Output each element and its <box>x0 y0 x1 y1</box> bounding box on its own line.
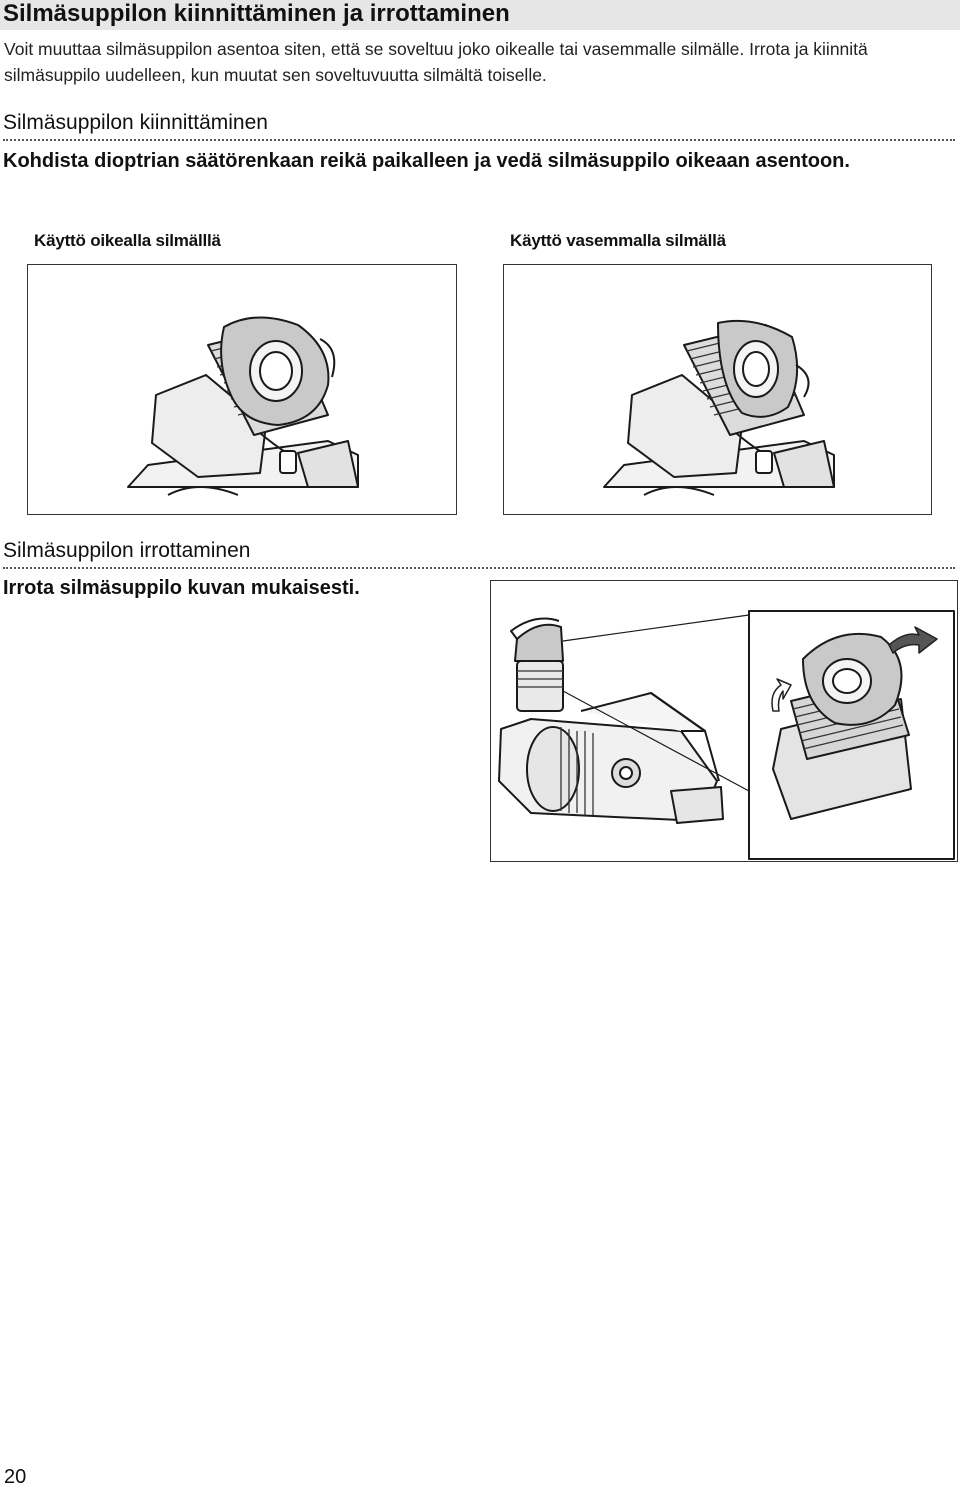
section-heading-attach: Silmäsuppilon kiinnittäminen <box>3 111 268 134</box>
step-attach: Kohdista dioptrian säätörenkaan reikä paikalleen ja vedä silmäsuppilo oikeaan asentoon. <box>3 150 850 172</box>
caption-left-eye: Käyttö vasemmalla silmällä <box>510 231 726 250</box>
step-detach: Irrota silmäsuppilo kuvan mukaisesti. <box>3 577 360 599</box>
figure-left-eye <box>503 264 932 515</box>
eyecup-removal-icon <box>491 581 959 863</box>
figure-detach <box>490 580 958 862</box>
page-title: Silmäsuppilon kiinnittäminen ja irrottaminen <box>3 0 510 27</box>
caption-right-eye: Käyttö oikealla silmälllä <box>34 231 221 250</box>
divider-attach <box>3 139 955 141</box>
camcorder-icon <box>499 619 723 823</box>
intro-paragraph: Voit muuttaa silmäsuppilon asentoa siten, että se soveltuu joko oikealle tai vasemmalle silmälle. Irrota ja kiinnitä silmäsuppilo uudelleen, kun muutat sen soveltuvuutta silmältä toiselle. <box>4 39 868 85</box>
eyecup-left-eye-icon <box>504 265 933 516</box>
divider-detach <box>3 567 955 569</box>
section-heading-detach: Silmäsuppilon irrottaminen <box>3 539 251 562</box>
eyecup-right-eye-icon <box>28 265 458 516</box>
figure-right-eye <box>27 264 457 515</box>
page-number: 20 <box>4 1466 27 1488</box>
